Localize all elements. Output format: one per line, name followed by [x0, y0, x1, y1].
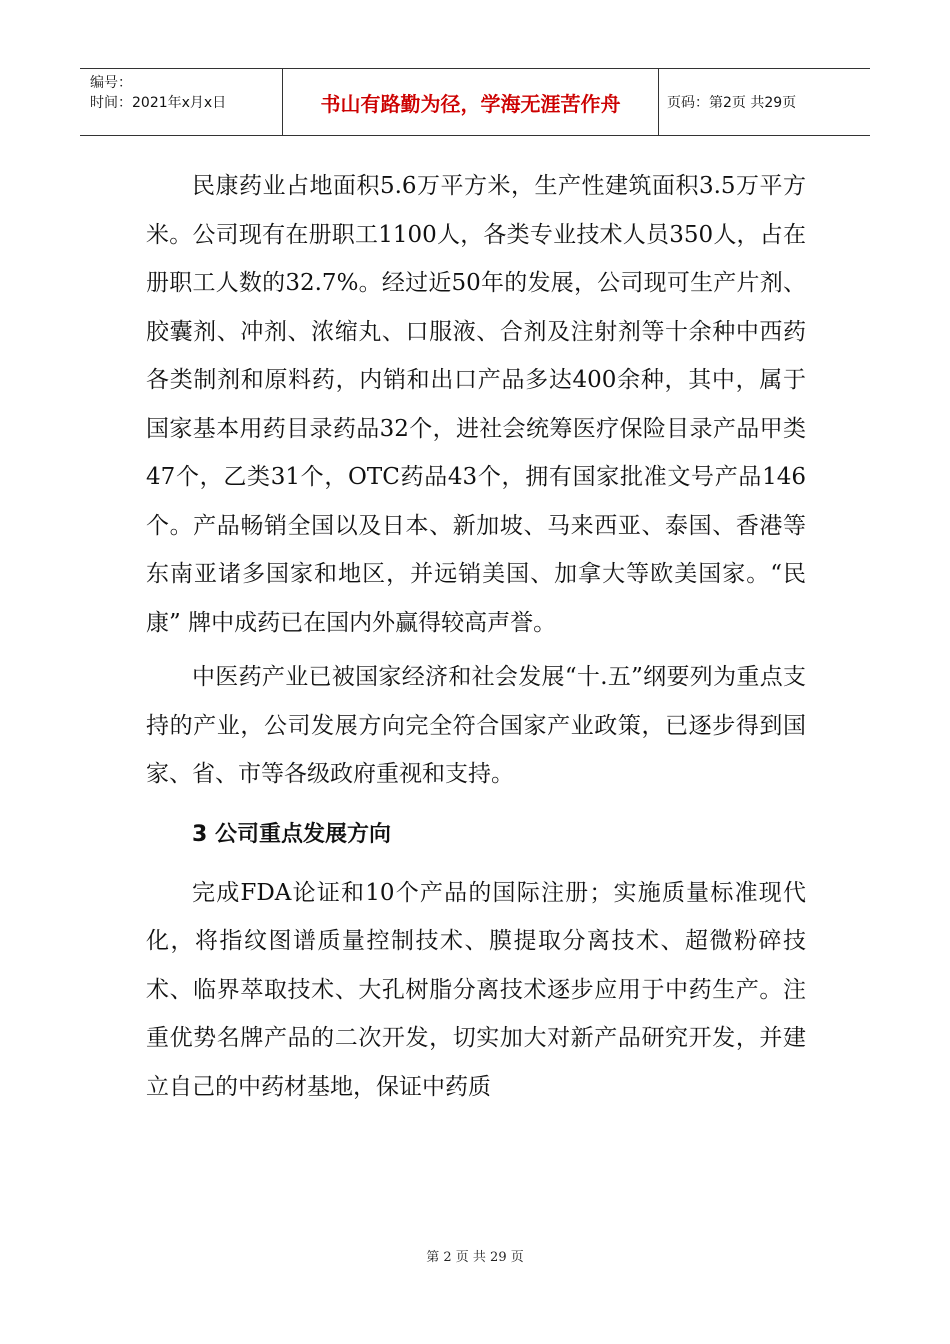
body-paragraph-2: 中医药产业已被国家经济和社会发展“十.五”纲要列为重点支持的产业，公司发展方向完全符合国家产业政策，已逐步得到国家、省、市等各级政府重视和支持。	[146, 664, 806, 787]
page-footer: 第 2 页 共 29 页	[426, 1250, 524, 1265]
header-motto: 书山有路勤为径，学海无涯苦作舟	[283, 69, 659, 135]
header-meta-cell	[80, 69, 283, 135]
header-page-info: 页码：第2页 共29页	[667, 95, 797, 111]
body-paragraph-1: 民康药业占地面积5.6万平方米，生产性建筑面积3.5万平方米。公司现有在册职工1100人，各类专业技术人员350人，占在册职工人数的32.7%。经过近50年的发展，公司现可生产片剂、胶囊剂、冲剂、浓缩丸、口服液、合剂及注射剂等十余种中西药各类制剂和原料药，内销和出口产品多达400余种，其中，属于国家基本用药目录药品32个，进社会统筹医疗保险目录产品甲类47个，乙类31个，OTC药品43个，拥有国家批准文号产品146个。产品畅销全国以及日本、新加坡、马来西亚、泰国、香港等东南亚诸多国家和地区，并远销美国、加拿大等欧美国家。“民康” 牌中成药已在国内外赢得较高声誉。	[146, 173, 806, 636]
body-paragraph-3: 完成FDA论证和10个产品的国际注册；实施质量标准现代化，将指纹图谱质量控制技术、膜提取分离技术、超微粉碎技术、临界萃取技术、大孔树脂分离技术逐步应用于中药生产。注重优势名牌产品的二次开发，切实加大对新产品研究开发，并建立自己的中药材基地，保证中药质	[146, 879, 806, 1100]
section-heading: 3 公司重点发展方向	[192, 821, 391, 847]
document-header	[80, 68, 870, 136]
document-number-label: 编号：	[90, 75, 132, 91]
document-body	[146, 162, 806, 1111]
document-date-label: 时间：2021年x月x日	[90, 95, 227, 111]
